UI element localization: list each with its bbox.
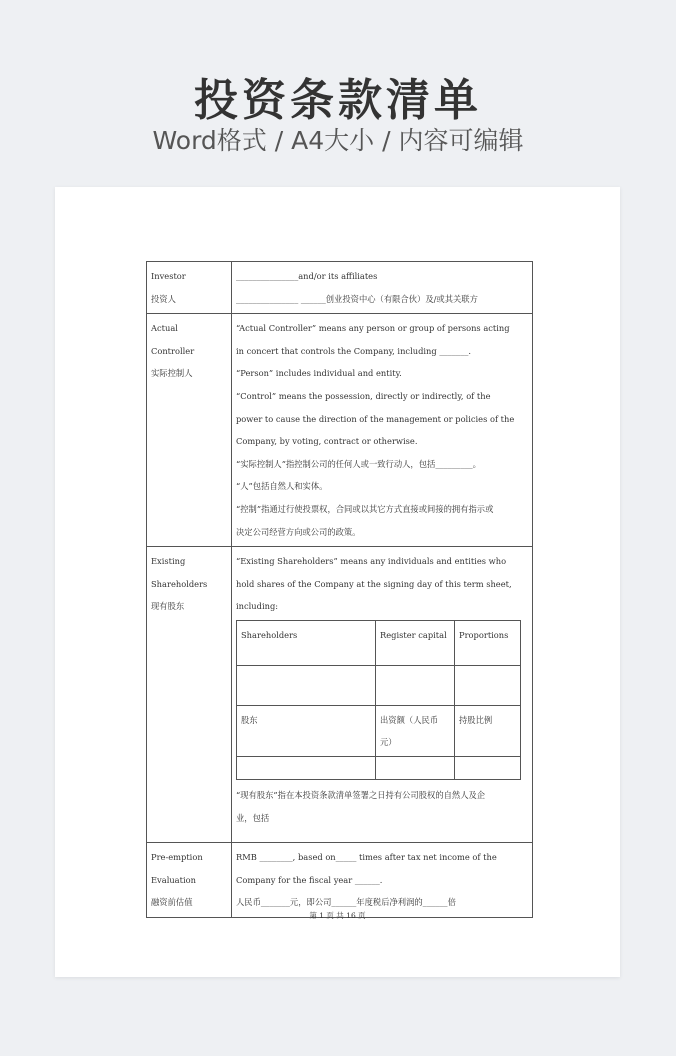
table-row-actual-controller [147, 314, 532, 547]
document-page [55, 187, 620, 977]
table-cell [455, 665, 521, 705]
table-row-investor [147, 262, 532, 314]
row-label [147, 262, 232, 313]
poster-subtitle: Word格式 / A4大小 / 内容可编辑 [152, 126, 524, 155]
table-header-cell: Proportions [455, 620, 521, 665]
content-line: “Actual Controller” means any person or group of persons acting [236, 323, 510, 334]
content-line: “现有股东”指在本投资条款清单签署之日持有公司股权的自然人及企 [236, 789, 486, 800]
table-cell [455, 756, 521, 779]
table-row [237, 705, 521, 756]
content-line: RMB ________, based on_____ times after tax net income of the [236, 852, 497, 863]
content-line: “人”包括自然人和实体。 [236, 481, 328, 492]
row-label-line: Shareholders [151, 578, 208, 589]
table-row-pre-emption-evaluation [147, 843, 532, 917]
table-cell [237, 756, 376, 779]
content-line: “Control” means the possession, directly or indirectly, of the [236, 390, 491, 401]
content-line: “Person” includes individual and entity. [236, 368, 402, 379]
row-content [232, 547, 532, 842]
content-line: in concert that controls the Company, including _______. [236, 345, 472, 356]
table-header-cell: 持股比例 [455, 705, 521, 756]
content-line: “Existing Shareholders” means any individuals and entities who [236, 556, 507, 567]
table-row [237, 665, 521, 705]
row-label-line: Existing [151, 556, 186, 567]
table-header-cell: Register capital [376, 620, 455, 665]
row-content [232, 314, 532, 546]
content-line: including: [236, 601, 279, 612]
content-line: hold shares of the Company at the signing day of this term sheet, [236, 578, 512, 589]
row-label-line: Actual [151, 323, 178, 334]
content-line: 人民币_______元，即公司______年度税后净利润的______倍 [236, 897, 456, 908]
row-label-line: Pre-emption [151, 852, 203, 863]
row-label-line: 现有股东 [151, 601, 185, 612]
row-label-line: Controller [151, 345, 195, 356]
table-header-cell: 股东 [237, 705, 376, 756]
content-line: 业，包括 [236, 812, 270, 823]
table-row [237, 620, 521, 665]
row-content [232, 843, 532, 917]
row-label [147, 547, 232, 842]
content-line: Company for the fiscal year ______. [236, 874, 383, 885]
row-label-line: Evaluation [151, 874, 196, 885]
content-line: power to cause the direction of the management or policies of the [236, 413, 515, 424]
shareholders-table [236, 620, 521, 780]
content-line: _______________and/or its affiliates [236, 271, 378, 281]
table-header-cell: Shareholders [237, 620, 376, 665]
table-cell [376, 756, 455, 779]
content-line: “控制”指通过行使投票权，合同或以其它方式直接或间接的拥有指示或 [236, 503, 494, 514]
table-cell [376, 665, 455, 705]
row-label-line: 实际控制人 [151, 368, 193, 379]
table-row-existing-shareholders [147, 547, 532, 843]
table-row [237, 756, 521, 779]
table-cell [237, 665, 376, 705]
content-line: 决定公司经营方向或公司的政策。 [236, 526, 361, 537]
row-label-line: 融资前估值 [151, 897, 193, 908]
page-footer: 第 1 页 共 16 页 [309, 911, 366, 920]
row-label [147, 314, 232, 546]
row-label-line: Investor [151, 271, 186, 281]
poster-title: 投资条款清单 [194, 75, 482, 126]
row-label [147, 843, 232, 917]
content-line: “实际控制人”指控制公司的任何人或一致行动人，包括_________。 [236, 458, 481, 469]
row-label-line: 投资人 [151, 293, 176, 304]
content-line: Company, by voting, contract or otherwise. [236, 436, 418, 447]
row-content [232, 262, 532, 313]
term-sheet-table [146, 261, 533, 918]
content-line: _______________ ______创业投资中心（有限合伙）及/或其关联方 [236, 293, 478, 304]
table-header-cell: 出资额（人民币元） [376, 705, 455, 756]
